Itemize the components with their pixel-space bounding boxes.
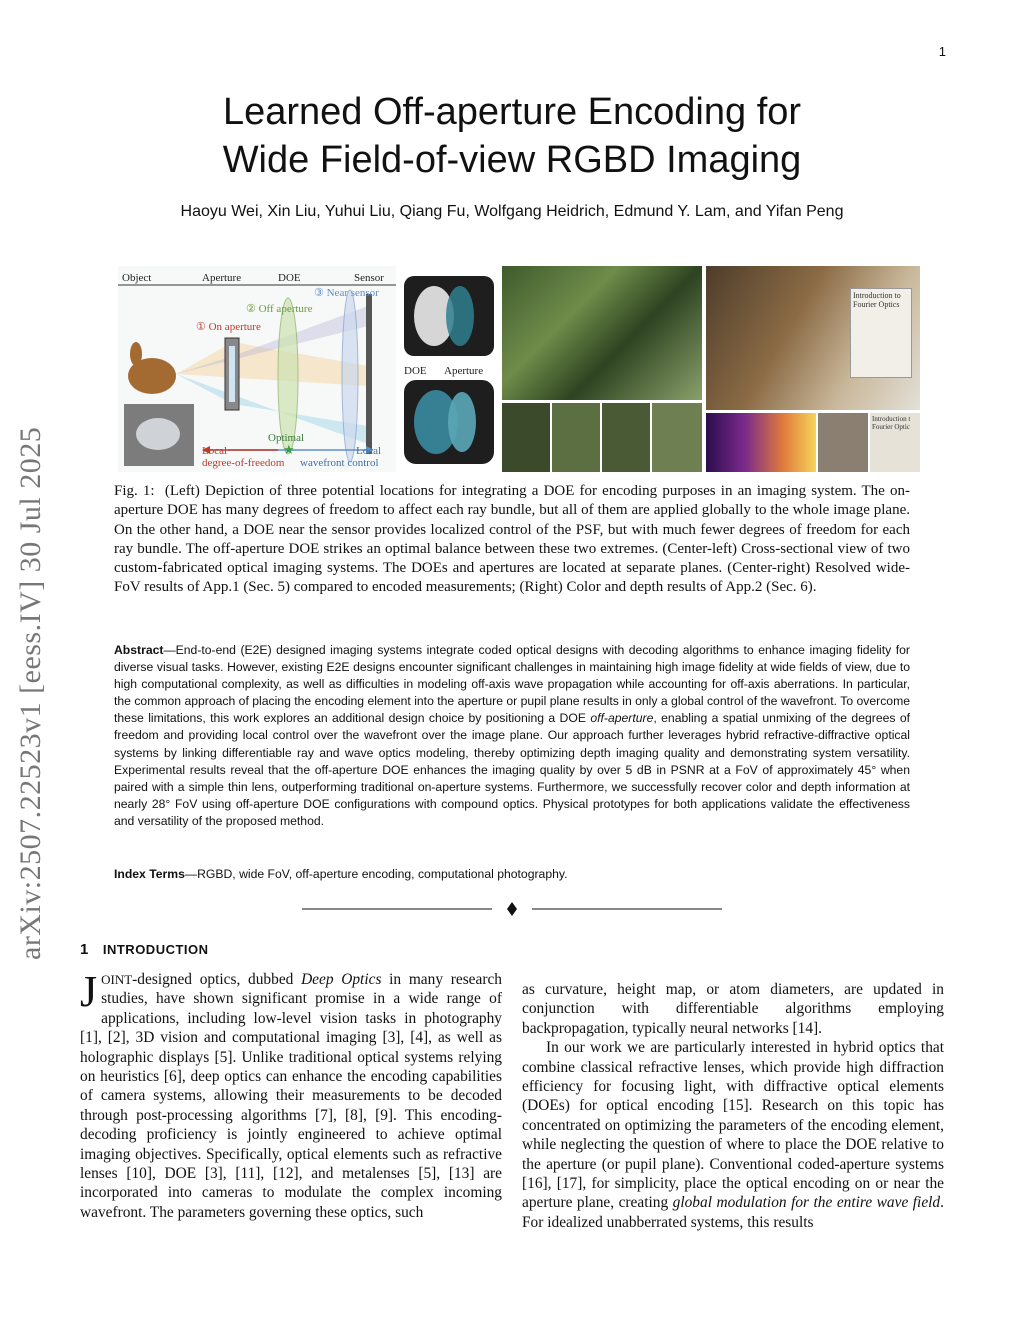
section-heading bbox=[80, 941, 209, 958]
caption-text: (Left) Depiction of three potential locations for integrating a DOE for encoding purposes in an imaging system. The on-aperture DOE has many degrees of freedom to affect each ray bundle, but all of them are applied globally to the whole image plane. On the other hand, a DOE near the sensor provides localized control of the PSF, but with much fewer degrees of freedom for each ray bundle. The off-aperture DOE strikes an optimal balance between these two extremes. (Center-left) Cross-sectional view of two custom-fabricated optical imaging systems. The DOEs and apertures are located at separate planes. (Center-right) Resolved wide-FoV results of App.1 (Sec. 5) compared to encoded measurements; (Right) Color and depth results of App.2 (Sec. 6). bbox=[114, 483, 910, 596]
caption-label: Fig. 1: bbox=[114, 483, 155, 499]
abstract-text-2: , enabling a spatial unmixing of the degrees of freedom and providing local control over the wavefront over the image plane. Our approach further leverages hybrid refractive-diffractive optical systems by linking differentiable ray and wave optics modeling, thereby optimizing depth imaging quality and demonstrating system versatility. Experimental results reveal that the off-aperture DOE enhances the imaging quality by over 5 dB in PSNR at a FoV of approximately 45° when paired with a simple thin lens, outperforming traditional on-aperture systems. Furthermore, we successfully recover color and depth information at nearly 28° FoV using off-aperture DOE configurations with compound optics. Physical prototypes for both applications validate the effectiveness and versatility of the proposed method. bbox=[114, 711, 911, 828]
color-result-image bbox=[706, 266, 920, 410]
intro-column-1 bbox=[80, 967, 502, 1222]
forest-patch-2 bbox=[552, 403, 600, 472]
diamond-icon bbox=[507, 902, 517, 916]
col2-paragraph-1: as curvature, height map, or atom diameters, are updated in conjunction with differentiable algorithms employing backpropagation, typically neural networks [14]. bbox=[522, 981, 944, 1037]
col2-italic: global modulation for the entire wave field bbox=[672, 1194, 941, 1212]
intro-text-a: -designed optics, dubbed bbox=[132, 971, 302, 988]
paper-title bbox=[0, 88, 1024, 184]
label-local-wf-1: Local bbox=[356, 445, 382, 457]
crop-patch-2: Introduction t Fourier Optic bbox=[870, 413, 920, 472]
title-line-2: Wide Field-of-view RGBD Imaging bbox=[222, 139, 802, 181]
label-off-aperture: ② Off aperture bbox=[246, 303, 313, 315]
abstract-heading: Abstract bbox=[114, 643, 164, 657]
label-object: Object bbox=[122, 272, 152, 284]
section-title: INTRODUCTION bbox=[102, 942, 209, 957]
figure-caption bbox=[114, 482, 910, 598]
label-local-dof-1: Local bbox=[202, 445, 228, 457]
crop-patch-1 bbox=[818, 413, 868, 472]
intro-italic: Deep Optics bbox=[301, 971, 382, 988]
intro-text-b: in many research studies, have shown significant promise in a wide range of applications, including low-level vision tasks in photography [1], [2], 3D vision and computational imaging [3], [4], as well as holographic displays [5]. Unlike traditional optical systems relying on heuristics [6], deep optics can enhance the encoding capabilities of camera systems, allowing their measurements to be decoded through post-processing algorithms [7], [8], [9]. This encoding-decoding proficiency is jointly engineered to achieve optimal imaging objectives. Specifically, optical elements such as refractive lenses [10], DOE [3], [11], [12], and metalenses [5], [13] are incorporated into cameras to modulate the complex incoming wavefront. The parameters governing these optics, such bbox=[80, 971, 502, 1221]
col2-text-a: In our work we are particularly interested in hybrid optics that combine classical refractive lenses, which provide high diffraction efficiency for focusing light, with diffractive optical elements (DOEs) for optical encoding [15]. Research on this topic has concentrated on optimizing the parameters of the encoding element, while neglecting the question of where to place the DOE relative to the aperture (or pupil plane). Conventional coded-aperture systems [16], [17], for simplicity, place the optical encoding on or near the aperture plane, creating bbox=[522, 1039, 944, 1212]
abstract-italic: off-aperture bbox=[590, 711, 654, 726]
arxiv-stamp: arXiv:2507.22523v1 [eess.IV] 30 Jul 2025 bbox=[14, 426, 47, 960]
label-sensor: Sensor bbox=[354, 272, 384, 284]
section-divider bbox=[302, 902, 722, 916]
index-terms-heading: Index Terms bbox=[114, 867, 185, 881]
lens-cross-section bbox=[400, 266, 498, 472]
depth-map-image bbox=[706, 413, 816, 472]
index-terms-text: —RGBD, wide FoV, off-aperture encoding, computational photography. bbox=[184, 867, 568, 881]
author-list: Haoyu Wei, Xin Liu, Yuhui Liu, Qiang Fu, Wolfgang Heidrich, Edmund Y. Lam, and Yifan Peng bbox=[180, 203, 844, 220]
label-lens-doe: DOE bbox=[404, 365, 427, 377]
star-icon: ★ bbox=[283, 442, 295, 457]
intro-column-2 bbox=[522, 980, 944, 1232]
book-cover-1: Introduction to Fourier Optics bbox=[850, 288, 912, 378]
label-on-aperture: ① On aperture bbox=[196, 321, 261, 333]
label-optimal: Optimal bbox=[268, 432, 305, 444]
intro-smallcaps: OINT bbox=[101, 972, 133, 987]
abstract-text-1: —End-to-end (E2E) designed imaging systems integrate coded optical designs with decoding algorithms to enhance imaging fidelity for diverse visual tasks. However, existing E2E designs encounter significant challenges in maintaining high image fidelity at wide fields of view, due to high computational complexity, as well as difficulties in modeling off-axis wave propagation while accounting for off-axis aberrations. In particular, the common approach of placing the encoding element into the aperture or pupil plane results in only a global control of the wavefront. To overcome these limitations, this work explores an additional design choice by positioning a DOE bbox=[114, 643, 910, 726]
col2-paragraph-2 bbox=[522, 1038, 944, 1232]
section-number: 1 bbox=[80, 941, 89, 958]
doe-placement-diagram bbox=[118, 266, 396, 472]
forest-patch-1 bbox=[502, 403, 550, 472]
label-local-dof-2: degree-of-freedom bbox=[202, 457, 285, 469]
label-local-wf-2: wavefront control bbox=[300, 457, 379, 469]
figure-1 bbox=[118, 266, 920, 472]
drop-cap: J bbox=[80, 967, 98, 1016]
label-lens-aperture: Aperture bbox=[444, 365, 484, 377]
index-terms bbox=[114, 867, 910, 881]
col2-text-b: . For idealized unabberrated systems, this results bbox=[522, 1194, 944, 1231]
forest-result-image bbox=[502, 266, 702, 400]
abstract bbox=[114, 642, 910, 830]
label-near-sensor: ③ Near sensor bbox=[314, 287, 379, 299]
label-doe: DOE bbox=[278, 272, 301, 284]
forest-patch-3 bbox=[602, 403, 650, 472]
label-aperture: Aperture bbox=[202, 272, 242, 284]
page-number: 1 bbox=[938, 44, 946, 59]
title-line-1: Learned Off-aperture Encoding for bbox=[222, 91, 802, 133]
forest-patch-4 bbox=[652, 403, 702, 472]
